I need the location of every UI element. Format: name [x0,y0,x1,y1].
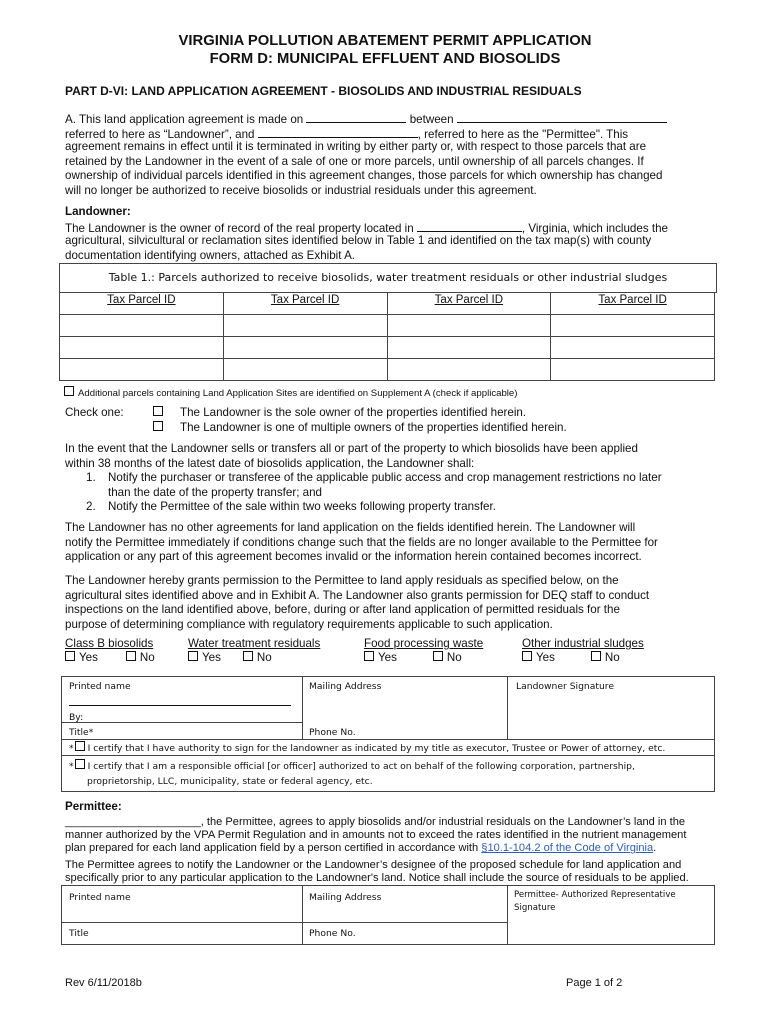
sale-paragraph [65,442,715,515]
agreement-text: ownership of individual parcels identified in this agreement changes, those parcels for which ownership has changed [65,169,663,183]
paragraph-text: purpose of determining compliance with regulatory requirements applicable to such application. [65,617,553,631]
no-label: No [139,651,155,665]
cert-authority-checkbox[interactable] [75,741,85,751]
by-label: By: [69,712,84,723]
step-text: than the date of the property transfer; and [108,485,322,499]
sole-owner-label: The Landowner is the sole owner of the properties identified herein. [180,406,527,419]
code-of-virginia-link[interactable]: §10.1-104.2 of the Code of Virginia [481,842,654,855]
cert-official-label: I certify that I am a responsible official [or officer] authorized to act on behalf of the following corporation, partnership, [87,761,635,772]
asterisk: * [69,761,74,772]
yes-label: Yes [536,651,555,665]
agreement-text: agreement remains in effect until it is terminated in writing by either party or, with respect to those parcels that are [65,140,647,154]
cert-official-row [69,759,635,774]
agreement-text: A. This land application agreement is made on [65,113,304,126]
parcel-id-cell[interactable] [60,337,224,359]
paragraph-text: inspections on the land identified above, before, during or after land application of permitted residuals for the [65,603,620,617]
title-label: Title [69,928,89,939]
mailing-address-label: Mailing Address [309,681,382,692]
parcel-id-cell[interactable] [60,315,224,337]
permittee-signature-label [514,889,676,915]
table-row [60,315,715,337]
permittee-text: The Permittee agrees to notify the Landowner or the Landowner’s designee of the proposed schedule for land application and [65,858,682,871]
cert-authority-row [69,741,665,756]
sale-text: In the event that the Landowner sells or transfers all or part of the property to which biosolids have been applied [65,442,638,455]
landowner-name-field[interactable] [457,111,667,123]
agreement-date-field[interactable] [306,111,406,123]
printed-name-label: Printed name [69,681,131,692]
table1-caption: Table 1.: Parcels authorized to receive biosolids, water treatment residuals or other industrial sludges [108,271,668,284]
multiple-owners-checkbox[interactable] [153,421,163,431]
residual-food-processing [364,637,483,665]
landowner-section [65,205,715,263]
residual-water-treatment [188,637,320,665]
yes-label: Yes [79,651,98,665]
step-text: Notify the purchaser or transferee of the applicable public access and crop management restrictions no later [108,471,662,485]
permittee-heading: Permittee: [65,800,122,813]
agreement-text: referred to here as “Landowner”, and [65,127,255,141]
form-title: VIRGINIA POLLUTION ABATEMENT PERMIT APPLICATION [178,33,592,49]
no-checkbox[interactable] [591,651,601,661]
sale-step [65,486,715,501]
residual-class-b [65,637,155,665]
agreement-text: will no longer be authorized to receive biosolids or industrial residuals under this agreement. [65,183,537,197]
column-header: Tax Parcel ID [551,293,715,315]
yes-checkbox[interactable] [522,651,532,661]
parcel-table [59,292,715,381]
printed-name-field[interactable] [69,705,291,706]
no-label: No [604,651,620,665]
column-header: Tax Parcel ID [387,293,551,315]
residual-label: Class B biosolids [65,637,154,650]
asterisk: * [69,743,74,754]
table1-caption-box [59,263,717,293]
agreement-text: between [409,113,454,126]
landowner-heading: Landowner: [65,205,131,218]
supplement-a-row [64,386,517,401]
table-header-row [60,293,715,315]
sole-owner-row [153,406,526,420]
check-one-label: Check one: [65,406,124,419]
sale-step [65,471,715,486]
permittee-name-field[interactable] [258,126,418,138]
landowner-text: documentation identifying owners, attached as Exhibit A. [65,248,356,262]
cert-authority-label: I certify that I have authority to sign for the landowner as indicated by my title as executor, Trustee or Power of attorney, etc. [87,743,666,754]
cert-official-checkbox[interactable] [75,759,85,769]
supplement-a-checkbox[interactable] [64,386,74,396]
agreement-text: retained by the Landowner in the event of a sale of one or more parcels, until ownership of all parcels changes. If [65,154,644,168]
printed-name-label: Printed name [69,892,131,903]
form-subtitle: FORM D: MUNICIPAL EFFLUENT AND BIOSOLIDS [209,51,561,67]
step-text: Notify the Permittee of the sale within two weeks following property transfer. [108,500,496,514]
table-row [60,359,715,381]
parcel-id-cell[interactable] [551,337,715,359]
yes-label: Yes [378,651,397,665]
landowner-text: agricultural, silvicultural or reclamation sites identified below in Table 1 and identified on the tax map(s) with county [65,234,652,248]
column-header: Tax Parcel ID [223,293,387,315]
no-label: No [256,651,272,665]
permittee-text: plan prepared for each land application field by a person certified in accordance with [65,842,479,855]
permittee-section [65,800,720,885]
county-field[interactable] [417,220,522,232]
agreement-paragraph [65,111,715,199]
parcel-id-cell[interactable] [387,315,551,337]
parcel-id-cell[interactable] [551,359,715,381]
yes-checkbox[interactable] [188,651,198,661]
landowner-text: The Landowner is the owner of record of the real property located in [65,221,414,235]
signature-label-line: Permittee- Authorized Representative [514,890,676,900]
multiple-owners-label: The Landowner is one of multiple owners of the properties identified herein. [180,421,567,434]
step-number: 1. [86,471,96,485]
multiple-owners-row [153,421,567,435]
yes-checkbox[interactable] [364,651,374,661]
permittee-text: specifically prior to any particular application to the Landowner's land. Notice shall include the source of residuals to be applied. [65,872,689,885]
permittee-text: ______________________, the Permittee, agrees to apply biosolids and/or industrial residuals on the Landowner’s land in the [65,815,686,828]
paragraph-text: application or any part of this agreement becomes invalid or the information herein contained becomes incorrect. [65,550,642,564]
yes-label: Yes [202,651,221,665]
no-checkbox[interactable] [433,651,443,661]
landowner-signature-label: Landowner Signature [516,681,615,692]
parcel-id-cell[interactable] [551,315,715,337]
table-row [60,337,715,359]
parcel-id-cell[interactable] [60,359,224,381]
no-checkbox[interactable] [243,651,253,661]
part-heading: PART D-VI: LAND APPLICATION AGREEMENT - BIOSOLIDS AND INDUSTRIAL RESIDUALS [65,84,582,98]
parcel-id-cell[interactable] [223,315,387,337]
residual-label: Water treatment residuals [188,637,321,650]
page-number: Page 1 of 2 [566,977,623,989]
cert-official-label-cont: proprietorship, LLC, municipality, state or federal agency, etc. [87,776,373,787]
no-other-agreements-paragraph [65,521,715,565]
residual-other-industrial [522,637,644,665]
grant-paragraph [65,574,715,632]
parcel-id-cell[interactable] [387,359,551,381]
parcel-id-cell[interactable] [387,337,551,359]
sale-step [65,500,715,515]
sale-text: within 38 months of the latest date of biosolids application, the Landowner shall: [65,456,475,470]
agreement-text: , referred to here as the "Permittee". This [417,127,629,141]
paragraph-text: The Landowner hereby grants permission to the Permittee to land apply residuals as specified below, on the [65,574,619,587]
phone-label: Phone No. [309,928,356,939]
sole-owner-checkbox[interactable] [153,406,163,416]
permittee-text: manner authorized by the VPA Permit Regulation and in amounts not to exceed the rates identified in the nutrient management [65,828,687,841]
mailing-address-label: Mailing Address [309,892,382,903]
paragraph-text: The Landowner has no other agreements for land application on the fields identified herein. The Landowner will [65,521,636,534]
yes-checkbox[interactable] [65,651,75,661]
residual-label: Other industrial sludges [522,637,644,650]
title-label: Title* [69,727,94,738]
supplement-a-label: Additional parcels containing Land Application Sites are identified on Supplement A (check if applicable) [78,388,518,399]
paragraph-text: notify the Permittee immediately if conditions change such that the fields are no longer available to the Permittee for [65,535,658,549]
residual-label: Food processing waste [364,637,484,650]
landowner-signature-block [61,676,715,792]
paragraph-text: agricultural sites identified above and in Exhibit A. The Landowner also grants permission for DEQ staff to conduct [65,588,650,602]
landowner-text: , Virginia, which includes the [521,221,668,235]
no-label: No [446,651,462,665]
step-number: 2. [86,500,96,514]
parcel-id-cell[interactable] [223,359,387,381]
signature-label-line: Signature [514,903,556,913]
revision-label: Rev 6/11/2018b [65,977,142,989]
permittee-text: . [653,842,657,855]
phone-label: Phone No. [309,727,356,738]
parcel-id-cell[interactable] [223,337,387,359]
permittee-signature-block [61,885,715,945]
column-header: Tax Parcel ID [60,293,224,315]
no-checkbox[interactable] [126,651,136,661]
